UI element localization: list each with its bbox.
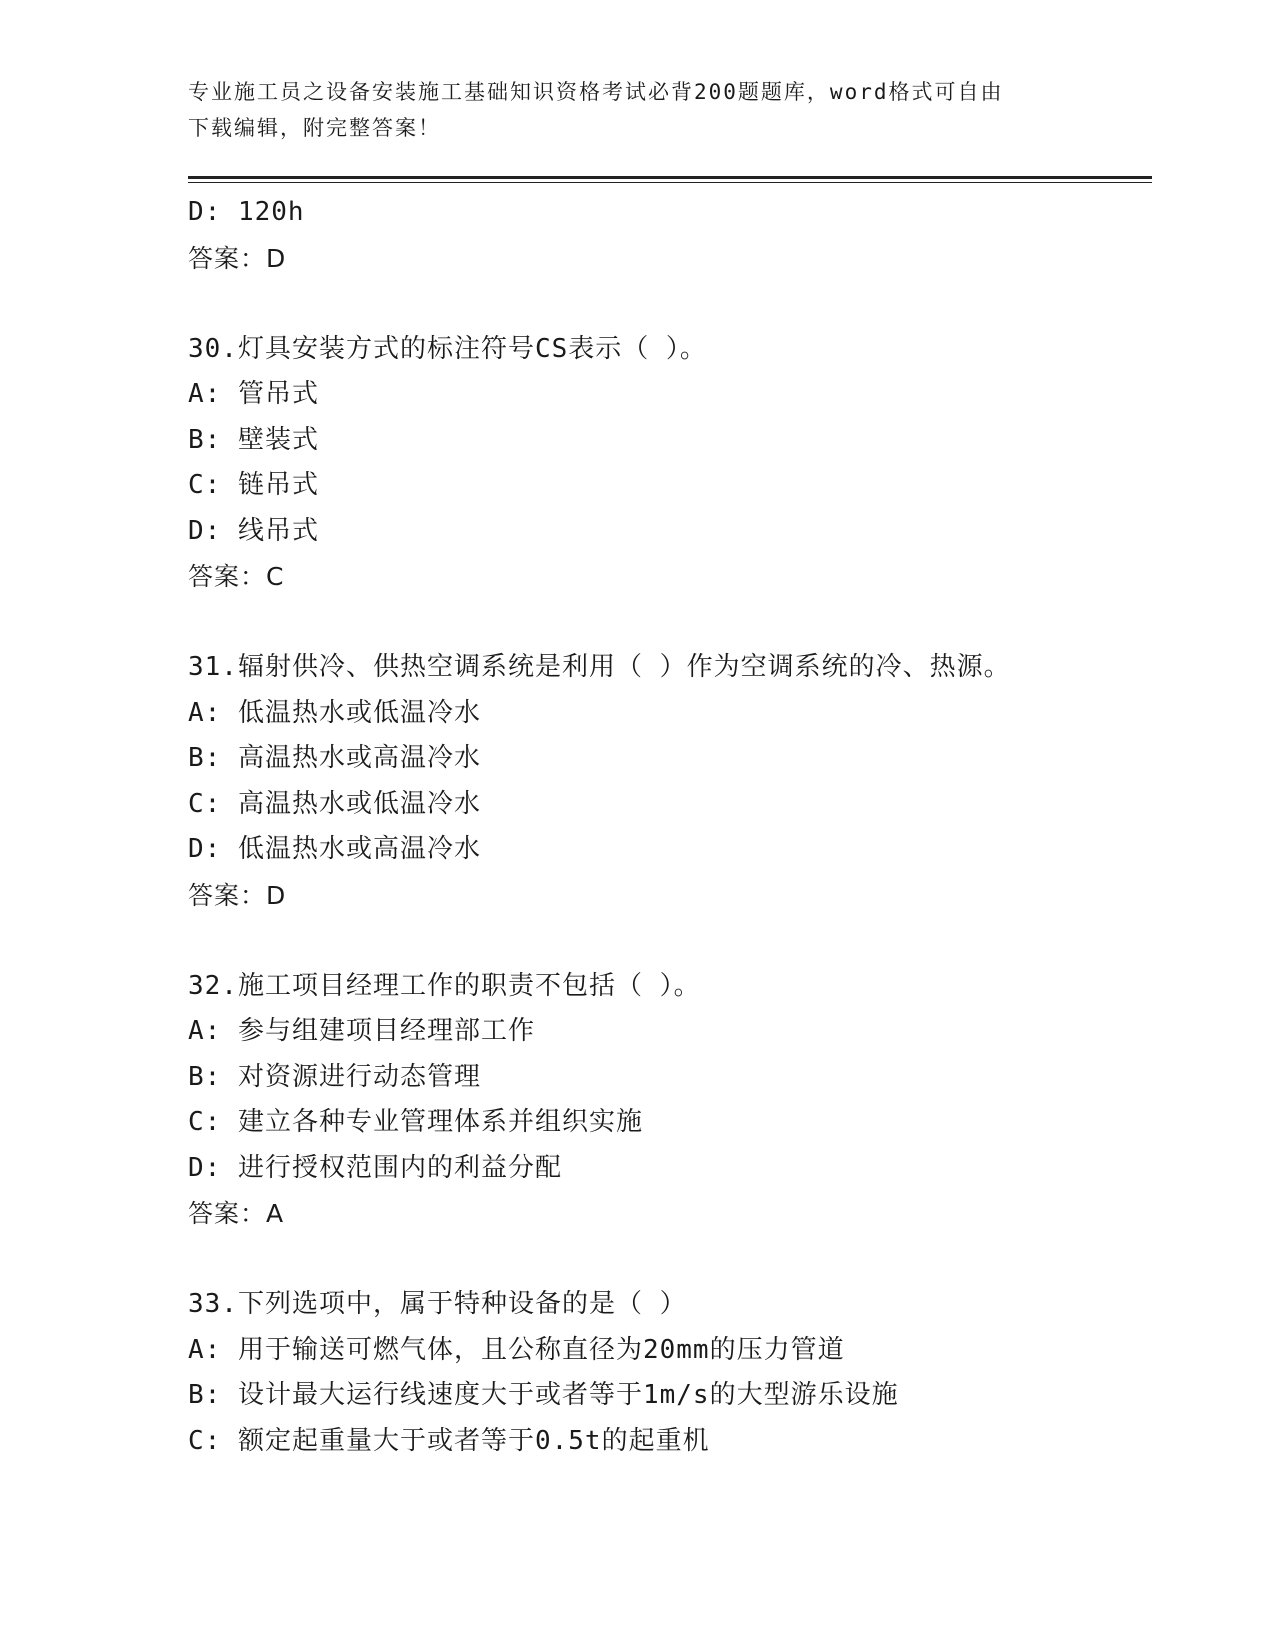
question-30-option-b: B: 壁装式 bbox=[188, 424, 319, 455]
prev-answer: 答案：D bbox=[188, 243, 287, 273]
spacer bbox=[188, 1237, 1152, 1283]
question-31-option-a: A: 低温热水或低温冷水 bbox=[188, 697, 481, 728]
question-31-stem: 31.辐射供冷、供热空调系统是利用（ ）作为空调系统的冷、热源。 bbox=[188, 652, 1011, 682]
question-31-option-d: D: 低温热水或高温冷水 bbox=[188, 834, 481, 864]
question-32-option-c: C: 建立各种专业管理体系并组织实施 bbox=[188, 1107, 643, 1137]
header-divider-thin bbox=[188, 182, 1152, 183]
prev-option-d: D: 120h bbox=[188, 197, 305, 227]
question-32-option-a: A: 参与组建项目经理部工作 bbox=[188, 1016, 535, 1046]
spacer bbox=[188, 600, 1152, 646]
question-30-option-d: D: 线吊式 bbox=[188, 515, 319, 546]
header-line-2: 下载编辑，附完整答案！ bbox=[188, 116, 441, 140]
question-32-option-d: D: 进行授权范围内的利益分配 bbox=[188, 1152, 562, 1183]
question-33-option-c: C: 额定起重量大于或者等于0.5t的起重机 bbox=[188, 1425, 710, 1456]
header-line-1: 专业施工员之设备安装施工基础知识资格考试必背200题题库，word格式可自由 bbox=[188, 80, 1004, 104]
question-31-option-b: B: 高温热水或高温冷水 bbox=[188, 743, 481, 773]
header-divider-thick bbox=[188, 176, 1152, 179]
question-32-answer: 答案：A bbox=[188, 1199, 285, 1228]
question-33-option-a: A: 用于输送可燃气体，且公称直径为20mm的压力管道 bbox=[188, 1334, 845, 1365]
spacer bbox=[188, 281, 1152, 327]
document-header bbox=[188, 74, 1088, 146]
question-30-option-c: C: 链吊式 bbox=[188, 470, 319, 500]
question-31-option-c: C: 高温热水或低温冷水 bbox=[188, 788, 481, 819]
spacer bbox=[188, 918, 1152, 964]
question-32-stem: 32.施工项目经理工作的职责不包括（ ）。 bbox=[188, 970, 701, 1001]
question-30-option-a: A: 管吊式 bbox=[188, 379, 319, 409]
question-32-option-b: B: 对资源进行动态管理 bbox=[188, 1061, 481, 1092]
question-30-answer: 答案：C bbox=[188, 562, 285, 591]
question-33-stem: 33.下列选项中，属于特种设备的是（ ） bbox=[188, 1289, 687, 1319]
question-list bbox=[188, 190, 1152, 1464]
question-33-option-b: B: 设计最大运行线速度大于或者等于1m/s的大型游乐设施 bbox=[188, 1380, 899, 1410]
question-30-stem: 30.灯具安装方式的标注符号CS表示（ ）。 bbox=[188, 333, 707, 364]
question-31-answer: 答案：D bbox=[188, 880, 287, 910]
